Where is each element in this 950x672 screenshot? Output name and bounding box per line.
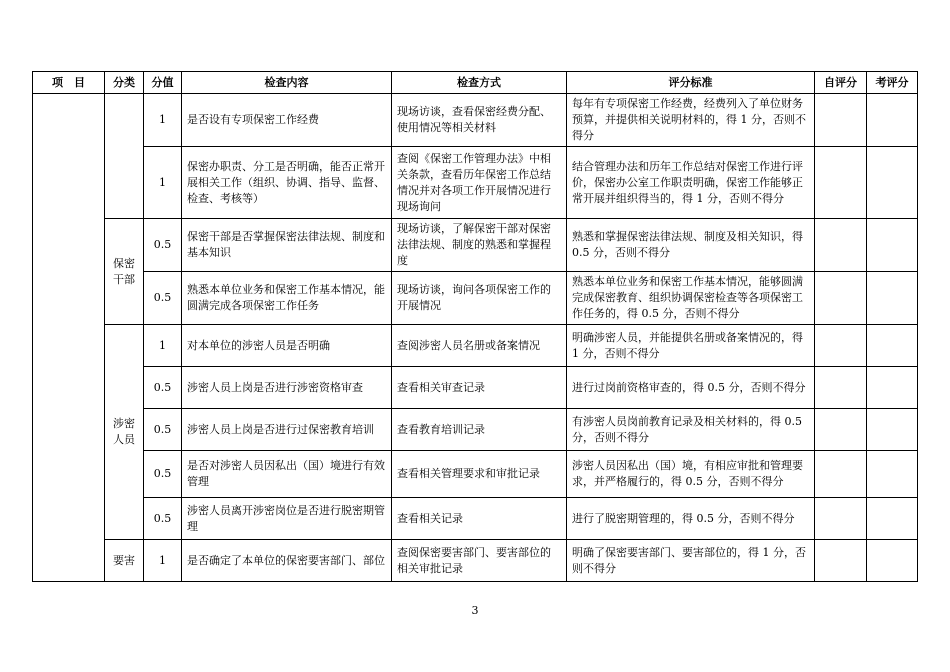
method-cell: 现场访谈，查看保密经费分配、使用情况等相关材料 (392, 94, 567, 147)
table-row (33, 325, 918, 367)
review-score-cell[interactable] (867, 498, 918, 540)
content-cell: 对本单位的涉密人员是否明确 (182, 325, 392, 367)
score-cell: 0.5 (144, 272, 182, 325)
category-cell-blank (105, 94, 144, 219)
standard-cell: 熟悉本单位业务和保密工作基本情况，能够圆满完成保密教育、组织协调保密检查等各项保密工作任务的，得 0.5 分，否则不得分 (567, 272, 815, 325)
table-row (33, 219, 918, 272)
table-row (33, 409, 918, 451)
header-row (33, 72, 918, 94)
header-content: 检查内容 (182, 72, 392, 94)
table-row (33, 94, 918, 147)
table-row (33, 272, 918, 325)
review-score-cell[interactable] (867, 147, 918, 219)
table-row (33, 147, 918, 219)
content-cell: 涉密人员离开涉密岗位是否进行脱密期管理 (182, 498, 392, 540)
self-score-cell[interactable] (815, 451, 867, 498)
content-cell: 熟悉本单位业务和保密工作基本情况，能圆满完成各项保密工作任务 (182, 272, 392, 325)
self-score-cell[interactable] (815, 367, 867, 409)
self-score-cell[interactable] (815, 409, 867, 451)
score-cell: 1 (144, 325, 182, 367)
category-cell: 保密干部 (105, 219, 144, 325)
method-cell: 查阅保密要害部门、要害部位的相关审批记录 (392, 540, 567, 582)
table-row (33, 498, 918, 540)
self-score-cell[interactable] (815, 272, 867, 325)
category-cell: 要害 (105, 540, 144, 582)
method-cell: 查看相关管理要求和审批记录 (392, 451, 567, 498)
review-score-cell[interactable] (867, 367, 918, 409)
method-cell: 查看相关记录 (392, 498, 567, 540)
content-cell: 涉密人员上岗是否进行过保密教育培训 (182, 409, 392, 451)
method-cell: 查阅涉密人员名册或备案情况 (392, 325, 567, 367)
category-cell: 涉密人员 (105, 325, 144, 540)
table-row (33, 540, 918, 582)
self-score-cell[interactable] (815, 498, 867, 540)
self-score-cell[interactable] (815, 94, 867, 147)
method-cell: 查看相关审查记录 (392, 367, 567, 409)
standard-cell: 涉密人员因私出（国）境，有相应审批和管理要求，并严格履行的，得 0.5 分，否则不得分 (567, 451, 815, 498)
page-number: 3 (471, 604, 479, 617)
self-score-cell[interactable] (815, 325, 867, 367)
score-cell: 0.5 (144, 367, 182, 409)
score-cell: 0.5 (144, 409, 182, 451)
score-cell: 0.5 (144, 219, 182, 272)
header-method: 检查方式 (392, 72, 567, 94)
review-score-cell[interactable] (867, 409, 918, 451)
score-cell: 1 (144, 94, 182, 147)
score-cell: 1 (144, 540, 182, 582)
review-score-cell[interactable] (867, 219, 918, 272)
standard-cell: 每年有专项保密工作经费，经费列入了单位财务预算，并提供相关说明材料的，得 1 分，否则不得分 (567, 94, 815, 147)
content-cell: 保密干部是否掌握保密法律法规、制度和基本知识 (182, 219, 392, 272)
header-score: 分值 (144, 72, 182, 94)
item-cell (33, 94, 105, 582)
method-cell: 现场访谈，了解保密干部对保密法律法规、制度的熟悉和掌握程度 (392, 219, 567, 272)
standard-cell: 进行了脱密期管理的，得 0.5 分，否则不得分 (567, 498, 815, 540)
review-score-cell[interactable] (867, 325, 918, 367)
method-cell: 查阅《保密工作管理办法》中相关条款，查看历年保密工作总结情况并对各项工作开展情况进行现场询问 (392, 147, 567, 219)
self-score-cell[interactable] (815, 147, 867, 219)
header-self-score: 自评分 (815, 72, 867, 94)
header-item: 项 目 (33, 72, 105, 94)
content-cell: 是否设有专项保密工作经费 (182, 94, 392, 147)
standard-cell: 进行过岗前资格审查的，得 0.5 分，否则不得分 (567, 367, 815, 409)
standard-cell: 明确涉密人员，并能提供名册或备案情况的，得 1 分，否则不得分 (567, 325, 815, 367)
standard-cell: 熟悉和掌握保密法律法规、制度及相关知识，得 0.5 分，否则不得分 (567, 219, 815, 272)
standard-cell: 结合管理办法和历年工作总结对保密工作进行评价，保密办公室工作职责明确，保密工作能够正常开展并组织得当的，得 1 分，否则不得分 (567, 147, 815, 219)
review-score-cell[interactable] (867, 272, 918, 325)
standard-cell: 明确了保密要害部门、要害部位的，得 1 分，否则不得分 (567, 540, 815, 582)
content-cell: 是否确定了本单位的保密要害部门、部位 (182, 540, 392, 582)
review-score-cell[interactable] (867, 451, 918, 498)
inspection-table (32, 71, 918, 582)
header-standard: 评分标准 (567, 72, 815, 94)
review-score-cell[interactable] (867, 94, 918, 147)
self-score-cell[interactable] (815, 540, 867, 582)
header-category: 分类 (105, 72, 144, 94)
standard-cell: 有涉密人员岗前教育记录及相关材料的，得 0.5 分，否则不得分 (567, 409, 815, 451)
content-cell: 是否对涉密人员因私出（国）境进行有效管理 (182, 451, 392, 498)
method-cell: 查看教育培训记录 (392, 409, 567, 451)
content-cell: 涉密人员上岗是否进行涉密资格审查 (182, 367, 392, 409)
content-cell: 保密办职责、分工是否明确，能否正常开展相关工作（组织、协调、指导、监督、检查、考核等） (182, 147, 392, 219)
score-cell: 1 (144, 147, 182, 219)
self-score-cell[interactable] (815, 219, 867, 272)
table-row (33, 367, 918, 409)
score-cell: 0.5 (144, 498, 182, 540)
review-score-cell[interactable] (867, 540, 918, 582)
table-row (33, 451, 918, 498)
method-cell: 现场访谈，询问各项保密工作的开展情况 (392, 272, 567, 325)
score-cell: 0.5 (144, 451, 182, 498)
header-review-score: 考评分 (867, 72, 918, 94)
